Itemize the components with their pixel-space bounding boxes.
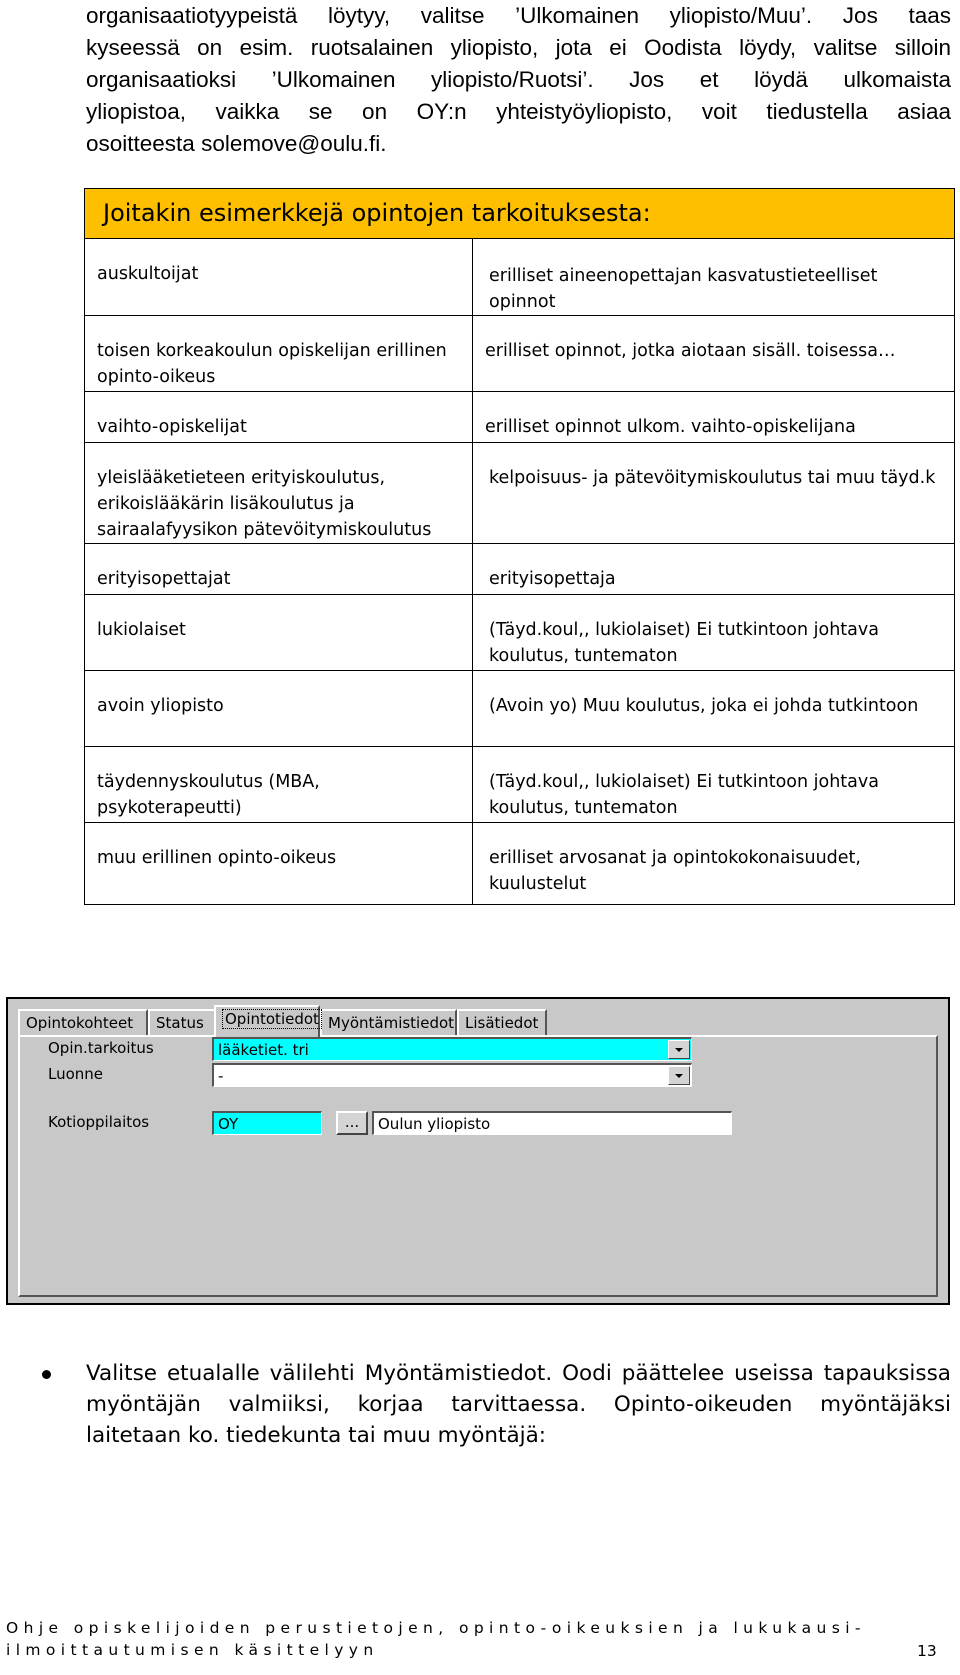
kotioppilaitos-name: Oulun yliopisto [378,1115,491,1133]
kotioppilaitos-code: OY [218,1115,239,1133]
tab-lisatiedot[interactable]: Lisätiedot [457,1009,547,1035]
table-cell: (Täyd.koul,, lukiolaiset) Ei tutkintoon johtava koulutus, tuntematon [473,595,955,671]
examples-table [84,188,955,905]
page-number: 13 [917,1642,937,1660]
tab-opintotiedot[interactable]: Opintotiedot [214,1005,320,1037]
table-cell: erilliset arvosanat ja opintokokonaisuudet, kuulustelut [473,823,955,905]
tab-opintokohteet[interactable]: Opintokohteet [18,1009,148,1035]
opin-tarkoitus-value: lääketiet. tri [218,1041,309,1059]
table-cell: kelpoisuus- ja pätevöitymiskoulutus tai muu täyd.k [473,443,955,544]
table-cell: täydennyskoulutus (MBA, psykoterapeutti) [85,747,473,823]
chevron-down-icon[interactable] [668,1040,690,1059]
intro-line: organisaatiotyypeistä löytyy, valitse ’Ulkomainen yliopisto/Muu’. Jos taas [86,3,951,28]
luonne-label: Luonne [48,1065,104,1083]
bullet-paragraph [86,1358,951,1451]
luonne-dropdown[interactable] [212,1063,692,1087]
table-row [85,823,955,905]
table-cell: (Avoin yo) Muu koulutus, joka ei johda tutkintoon [473,671,955,747]
footer-line: ilmoittautumisen käsittelyyn [6,1641,379,1659]
intro-line: osoitteesta solemove@oulu.fi. [86,131,387,156]
intro-line: organisaatioksi ’Ulkomainen yliopisto/Ruotsi’. Jos et löydä ulkomaista [86,67,951,92]
table-cell: lukiolaiset [85,595,473,671]
table-cell: erityisopettajat [85,544,473,595]
table-cell: muu erillinen opinto-oikeus [85,823,473,905]
examples-title: Joitakin esimerkkejä opintojen tarkoituksesta: [85,189,955,239]
kotioppilaitos-code-field[interactable] [212,1111,322,1135]
page-footer [6,1617,950,1661]
table-cell: erilliset opinnot, jotka aiotaan sisäll. toisessa… [473,316,955,392]
table-cell: erilliset aineenopettajan kasvatustieteelliset opinnot [473,239,955,316]
table-row [85,239,955,316]
intro-line: kyseessä on esim. ruotsalainen yliopisto, jota ei Oodista löydy, valitse silloin [86,35,951,60]
table-row [85,671,955,747]
bullet-line: Valitse etualalle välilehti Myöntämistiedot. Oodi päättelee useissa tapauksissa [86,1361,951,1386]
bullet-icon [42,1370,51,1379]
table-row [85,747,955,823]
table-row [85,544,955,595]
table-cell: erilliset opinnot ulkom. vaihto-opiskelijana [473,392,955,443]
table-row [85,392,955,443]
opintotiedot-form-screenshot [6,997,950,1305]
table-cell: yleislääketieteen erityiskoulutus, erikoislääkärin lisäkoulutus ja sairaalafyysikon pätevöitymiskoulutus [85,443,473,544]
kotioppilaitos-label: Kotioppilaitos [48,1113,150,1131]
table-cell: auskultoijat [85,239,473,316]
tab-myontamistiedot[interactable]: Myöntämistiedot [320,1009,457,1035]
table-cell: (Täyd.koul,, lukiolaiset) Ei tutkintoon johtava koulutus, tuntematon [473,747,955,823]
browse-button[interactable]: ... [336,1111,368,1135]
tab-panel [18,1035,938,1297]
intro-paragraph [86,0,951,160]
table-cell: toisen korkeakoulun opiskelijan erillinen opinto-oikeus [85,316,473,392]
table-row [85,316,955,392]
table-row [85,443,955,544]
footer-line: Ohje opiskelijoiden perustietojen, opinto-oikeuksien ja lukukausi- [6,1619,866,1637]
luonne-value: - [218,1067,224,1085]
kotioppilaitos-name-field[interactable] [372,1111,732,1135]
bullet-line: myöntäjän valmiiksi, korjaa tarvittaessa. Opinto-oikeuden myöntäjäksi [86,1392,951,1417]
table-cell: avoin yliopisto [85,671,473,747]
tab-status[interactable]: Status [148,1009,216,1035]
opin-tarkoitus-label: Opin.tarkoitus [48,1039,154,1057]
table-cell: erityisopettaja [473,544,955,595]
intro-line: yliopistoa, vaikka se on OY:n yhteistyöyliopisto, voit tiedustella asiaa [86,99,951,124]
table-cell: vaihto-opiskelijat [85,392,473,443]
table-row [85,595,955,671]
bullet-line: laitetaan ko. tiedekunta tai muu myöntäjä: [86,1423,547,1448]
opin-tarkoitus-dropdown[interactable] [212,1037,692,1061]
chevron-down-icon[interactable] [668,1066,690,1085]
